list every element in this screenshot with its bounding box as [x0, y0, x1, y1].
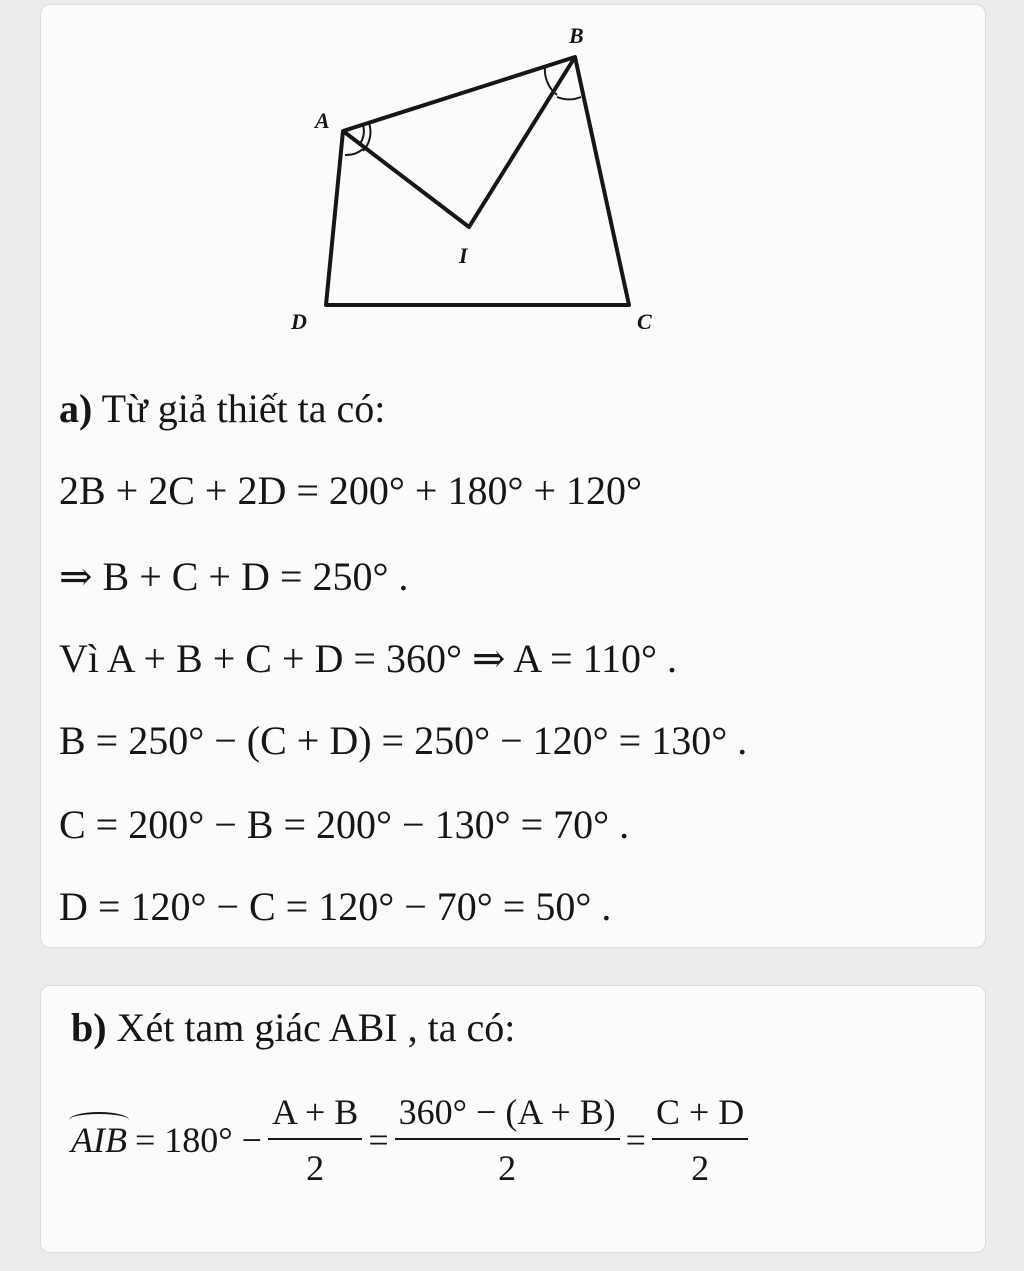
- label-A: A: [315, 108, 330, 133]
- quadrilateral-figure: [41, 5, 985, 365]
- label-C: C: [637, 309, 652, 334]
- fraction-1-denominator: 2: [306, 1148, 325, 1188]
- quadrilateral-ABCD: [326, 57, 629, 305]
- angle-AIB: AIB: [71, 1120, 127, 1160]
- formula-eq1: = 180° −: [134, 1120, 262, 1160]
- part-b-label: b): [71, 1005, 107, 1050]
- fraction-1: [268, 1090, 362, 1190]
- equation-line-4: B = 250° − (C + D) = 250° − 120° = 130° .: [59, 718, 748, 763]
- solution-card-part-b: [40, 985, 986, 1253]
- equation-line-3: [59, 635, 677, 683]
- fraction-3-numerator: C + D: [652, 1090, 748, 1140]
- label-B: B: [569, 23, 584, 48]
- equation-line-2: ⇒ B + C + D = 250° .: [59, 554, 409, 599]
- equals-sign-1: =: [368, 1120, 389, 1160]
- equation-line-5: C = 200° − B = 200° − 130° = 70° .: [59, 802, 630, 847]
- angle-mark-A-3: [345, 149, 363, 155]
- label-I: I: [459, 243, 468, 268]
- label-D: D: [291, 309, 307, 334]
- equation-line-3-body: A + B + C + D = 360° ⇒ A = 110° .: [106, 636, 678, 681]
- equals-sign-2: =: [625, 1120, 646, 1160]
- part-b-heading-text: Xét tam giác ABI , ta có:: [116, 1005, 516, 1050]
- fraction-2-numerator: 360° − (A + B): [395, 1090, 620, 1140]
- part-a-heading-text: Từ giả thiết ta có:: [101, 386, 386, 431]
- fraction-1-numerator: A + B: [268, 1090, 362, 1140]
- part-a-heading: [59, 385, 385, 433]
- angle-mark-B-2: [557, 97, 581, 99]
- bisectors-AI-BI: [343, 57, 575, 227]
- equation-line-3-prefix: Vì: [59, 636, 99, 681]
- fraction-3-denominator: 2: [691, 1148, 710, 1188]
- equation-line-6: D = 120° − C = 120° − 70° = 50° .: [59, 884, 612, 929]
- equation-line-1: 2B + 2C + 2D = 200° + 180° + 120°: [59, 468, 643, 513]
- solution-card-part-a: [40, 4, 986, 948]
- fraction-2-denominator: 2: [498, 1148, 517, 1188]
- part-b-heading: [71, 1004, 515, 1052]
- part-a-label: a): [59, 386, 93, 431]
- fraction-3: [652, 1090, 748, 1190]
- fraction-2: [395, 1090, 620, 1190]
- angle-AIB-formula: [71, 1090, 754, 1190]
